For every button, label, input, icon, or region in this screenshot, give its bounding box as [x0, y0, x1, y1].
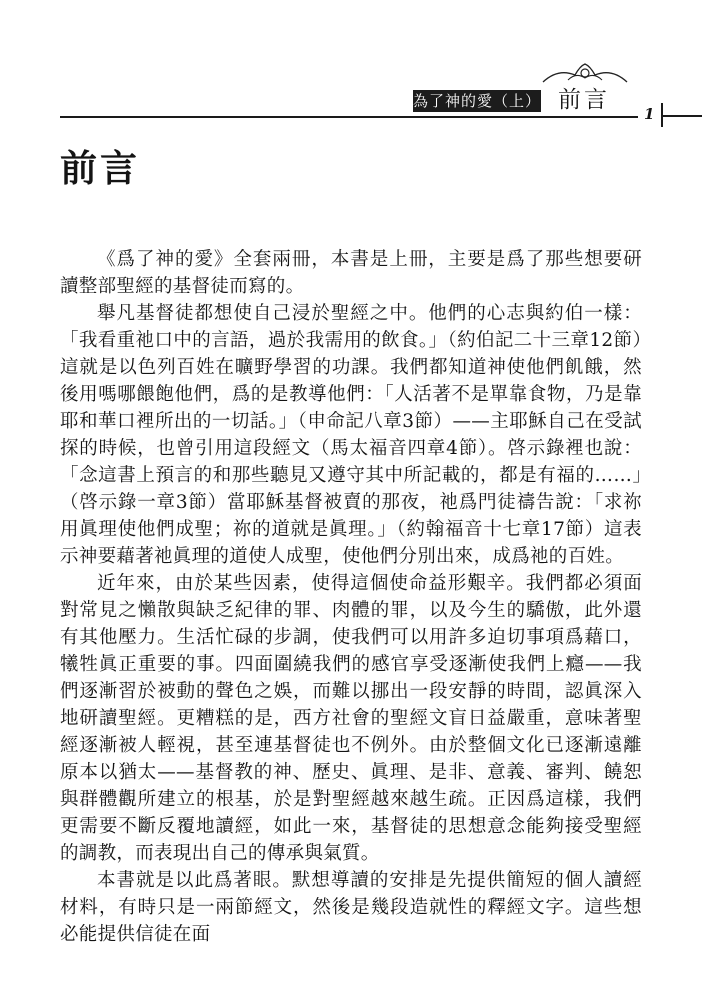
book-title-band: 為了神的愛（上） — [413, 92, 542, 110]
paragraph: 《爲了神的愛》全套兩冊，本書是上冊，主要是爲了那些想要研讀整部聖經的基督徒而寫的。 — [60, 249, 642, 297]
body-text — [60, 246, 642, 948]
chapter-title: 前言 — [60, 147, 140, 190]
paragraph: 近年來，由於某些因素，使得這個使命益形艱辛。我們都必須面對常見之懶散與缺乏紀律的罪、肉體的罪，以及今生的驕傲，此外還有其他壓力。生活忙碌的步調，使我們可以用許多迫切事項爲藉口，犧牲眞正重要的事。四面圍繞我們的感官享受逐漸使我們上癮——我們逐漸習於被動的聲色之娛，而難以挪出一段安靜的時間，認眞深入地研讀聖經。更糟糕的是，西方社會的聖經文盲日益嚴重，意味著聖經逐漸被人輕視，甚至連基督徒也不例外。由於整個文化已逐漸遠離原本以猶太——基督教的神、歷史、眞理、是非、意義、審判、饒恕與群體觀所建立的根基，於是對聖經越來越生疏。正因爲這樣，我們更需要不斷反覆地讀經，如此一來，基督徒的思想意念能夠接受聖經的調教，而表現出自己的傳承與氣質。 — [60, 573, 642, 864]
running-title: 前言 — [558, 87, 610, 113]
decorative-ornament-icon — [540, 60, 630, 86]
paragraph: 本書就是以此爲著眼。默想導讀的安排是先提供簡短的個人讀經材料，有時只是一兩節經文，然後是幾段造就性的釋經文字。這些想必能提供信徒在面 — [60, 870, 642, 945]
header-rule — [60, 116, 638, 118]
page-number: 1 — [644, 105, 655, 123]
page-marker-horizontal — [661, 115, 702, 117]
paragraph: 舉凡基督徒都想使自己浸於聖經之中。他們的心志與約伯一樣：「我看重祂口中的言語，過於我需用的飲食。」（約伯記二十三章12節）這就是以色列百姓在曠野學習的功課。我們都知道神使他們飢餓，然後用嗎哪餵飽他們，爲的是教導他們：「人活著不是單靠食物，乃是靠耶和華口裡所出的一切話。」（申命記八章3節）——主耶穌自己在受試探的時候，也曾引用這段經文（馬太福音四章4節）。啓示錄裡也說：「念這書上預言的和那些聽見又遵守其中所記載的，都是有福的……」（啓示錄一章3節）當耶穌基督被賣的那夜，祂爲門徒禱告說：「求祢用眞理使他們成聖；祢的道就是眞理。」（約翰福音十七章17節）這表示神要藉著祂眞理的道使人成聖，使他們分別出來，成爲祂的百姓。 — [60, 303, 642, 567]
